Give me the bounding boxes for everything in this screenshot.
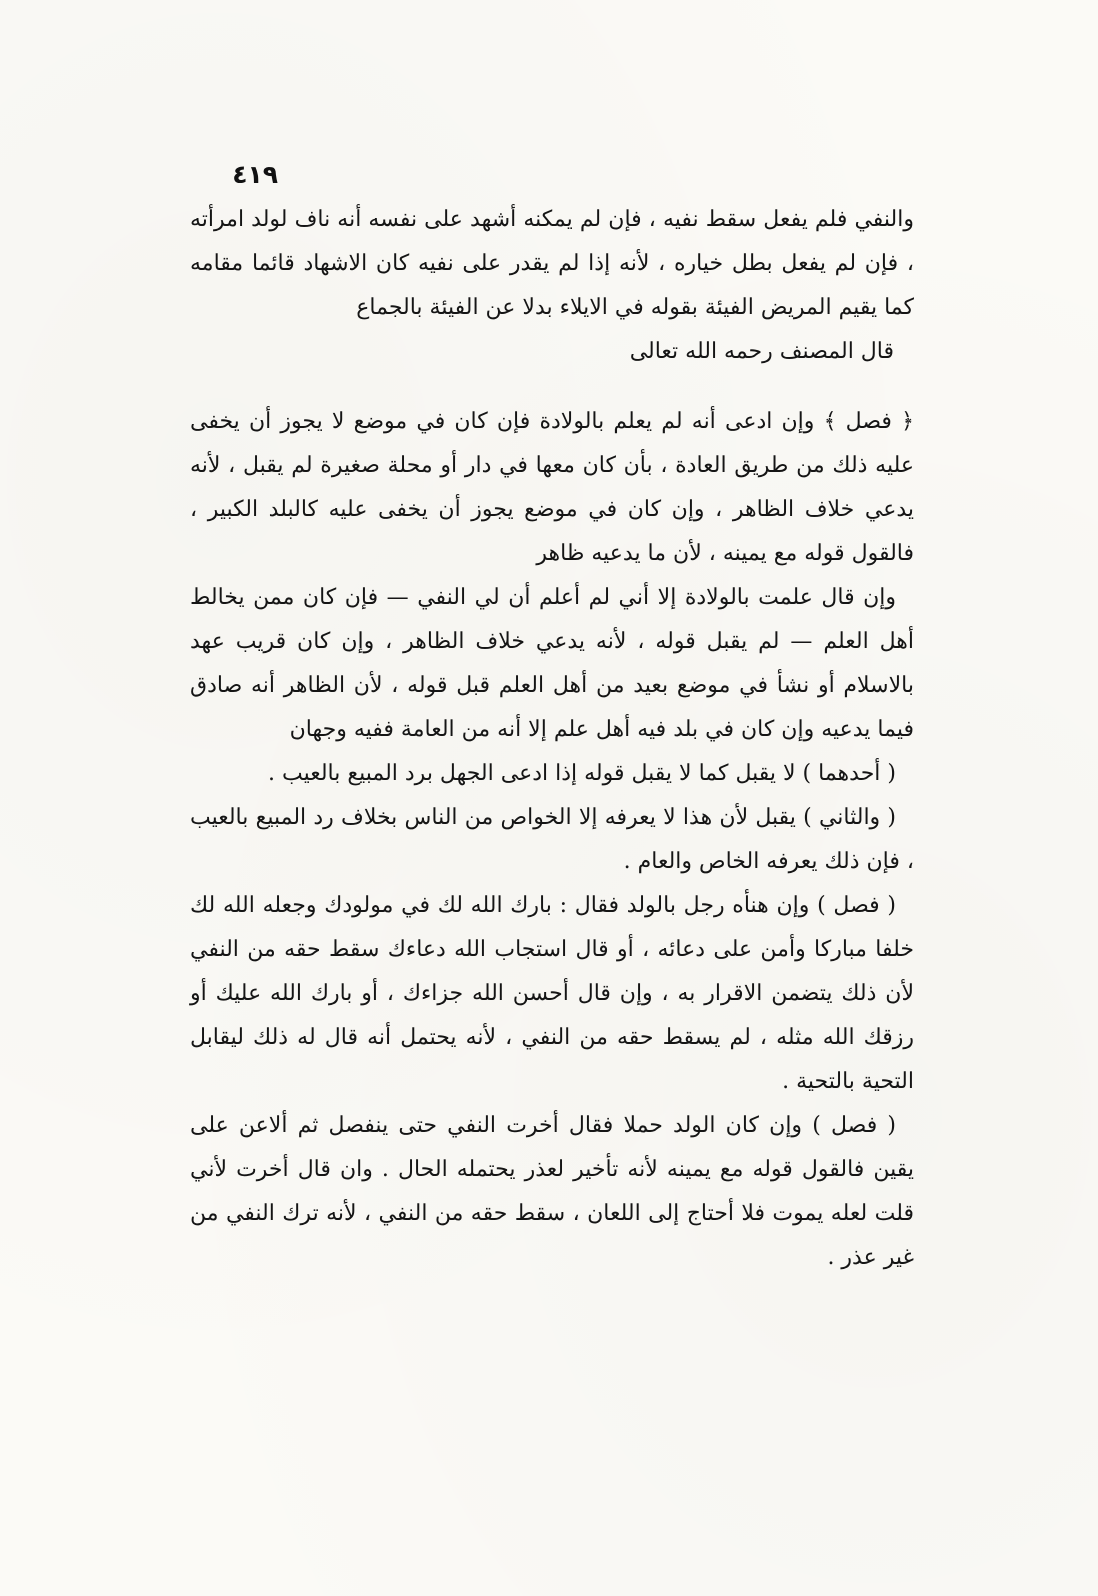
paragraph-continuation: والنفي فلم يفعل سقط نفيه ، فإن لم يمكنه أشهد على نفسه أنه ناف لولد امرأته ، فإن لم يفعل بطل خياره ، لأنه إذا لم يقدر على نفيه كان الاشهاد قائما مقامه كما يقيم المريض الفيئة بقوله في الايلاء بدلا عن الفيئة بالجماع <box>190 207 914 320</box>
page-number: ٤١٩ <box>232 160 278 189</box>
paragraph-first-view: ( أحدهما ) لا يقبل كما لا يقبل قوله إذا ادعى الجهل برد المبيع بالعيب . <box>268 761 896 786</box>
paragraph-second-view: ( والثاني ) يقبل لأن هذا لا يعرفه إلا الخواص من الناس بخلاف رد المبيع بالعيب ، فإن ذلك يعرفه الخاص والعام . <box>190 805 914 874</box>
section-heading: قال المصنف رحمه الله تعالى <box>629 339 894 364</box>
paragraph-chapter-1: ﴿ فصل ﴾ وإن ادعى أنه لم يعلم بالولادة فإن كان في موضع لا يجوز أن يخفى عليه ذلك من طريق العادة ، بأن كان معها في دار أو محلة صغيرة لم يقبل ، لأنه يدعي خلاف الظاهر ، وإن كان في موضع يجوز أن يخفى عليه كالبلد الكبير ، فالقول قوله مع يمينه ، لأن ما يدعيه ظاهر <box>190 409 914 566</box>
body-text <box>190 198 914 1280</box>
paragraph-knowledge: وإن قال علمت بالولادة إلا أني لم أعلم أن لي النفي — فإن كان ممن يخالط أهل العلم — لم يقبل قوله ، لأنه يدعي خلاف الظاهر ، وإن كان قريب عهد بالاسلام أو نشأ في موضع بعيد من أهل العلم قبل قوله ، لأن الظاهر أنه صادق فيما يدعيه وإن كان في بلد فيه أهل علم إلا أنه من العامة ففيه وجهان <box>190 585 914 742</box>
paragraph-chapter-2: ( فصل ) وإن هنأه رجل بالولد فقال : بارك الله لك في مولودك وجعله الله لك خلفا مباركا وأمن على دعائه ، أو قال استجاب الله دعاءك سقط حقه من النفي لأن ذلك يتضمن الاقرار به ، وإن قال أحسن الله جزاءك ، أو بارك الله عليك أو رزقك الله مثله ، لم يسقط حقه من النفي ، لأنه يحتمل أنه قال له ذلك ليقابل التحية بالتحية . <box>190 893 914 1094</box>
paragraph-chapter-3: ( فصل ) وإن كان الولد حملا فقال أخرت النفي حتى ينفصل ثم ألاعن على يقين فالقول قوله مع يمينه لأنه تأخير لعذر يحتمله الحال . وان قال أخرت لأني قلت لعله يموت فلا أحتاج إلى اللعان ، سقط حقه من النفي ، لأنه ترك النفي من غير عذر . <box>190 1113 914 1270</box>
